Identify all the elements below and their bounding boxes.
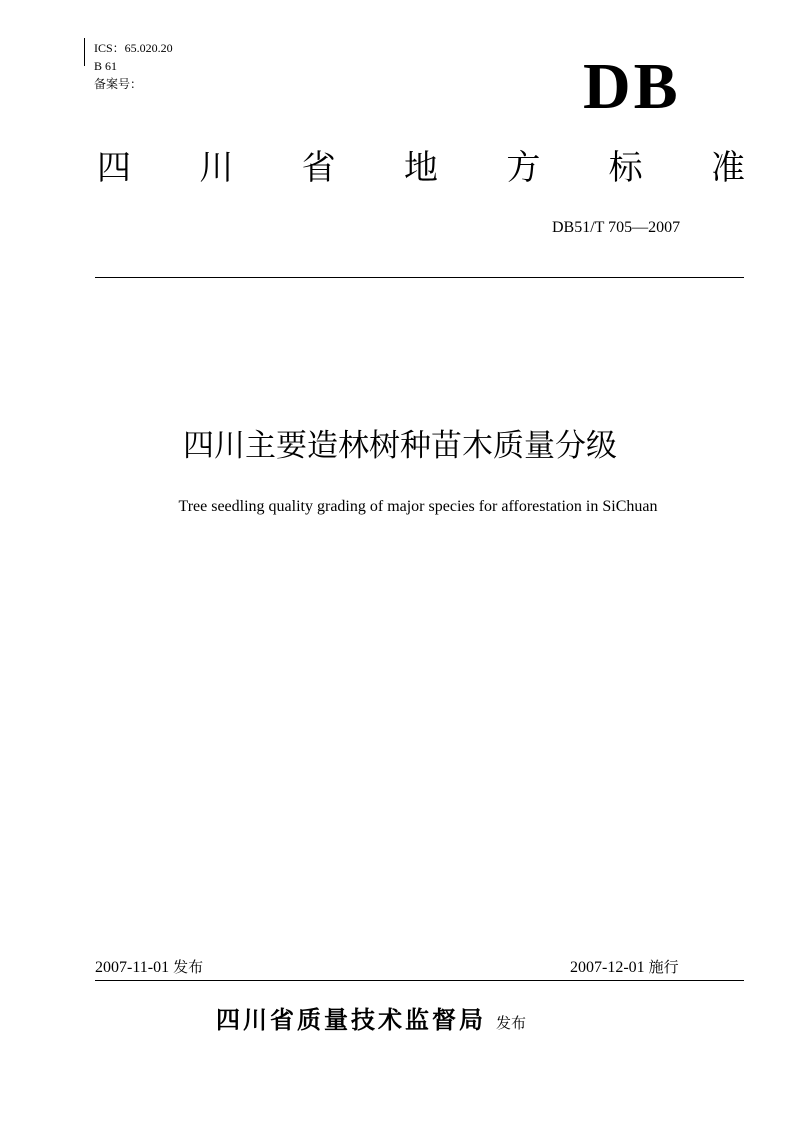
publish-label: 发布 xyxy=(173,958,204,976)
issuer-name: 四川省质量技术监督局 xyxy=(216,1006,486,1034)
db-logo: DB xyxy=(583,50,681,123)
standard-type-char: 准 xyxy=(710,148,745,188)
margin-mark xyxy=(84,38,85,66)
standard-type-char: 省 xyxy=(301,148,336,188)
publish-date-group xyxy=(95,957,203,978)
standard-code: DB51/T 705—2007 xyxy=(552,219,681,236)
standard-type-char: 标 xyxy=(608,148,643,188)
standard-type-char: 川 xyxy=(199,148,234,188)
ccs-code: B 61 xyxy=(94,59,118,73)
issuer-suffix: 发布 xyxy=(496,1014,527,1032)
document-title-english: Tree seedling quality grading of major species for afforestation in SiChuan xyxy=(178,498,658,515)
ics-code: ICS：65.020.20 xyxy=(94,41,173,55)
issuer-line xyxy=(216,1004,526,1039)
publish-date: 2007-11-01 xyxy=(95,959,170,976)
implement-date: 2007-12-01 xyxy=(570,959,645,976)
standard-type-char: 地 xyxy=(403,148,438,188)
top-divider xyxy=(95,277,744,278)
standard-type-char: 方 xyxy=(506,148,541,188)
implement-label: 施行 xyxy=(648,958,679,976)
record-number-label: 备案号： xyxy=(94,77,143,91)
document-title-chinese: 四川主要造林树种苗木质量分级 xyxy=(183,428,617,464)
standard-type-char: 四 xyxy=(97,148,131,188)
standard-type-heading xyxy=(97,146,745,190)
bottom-divider xyxy=(95,980,744,981)
implement-date-group xyxy=(570,957,679,978)
